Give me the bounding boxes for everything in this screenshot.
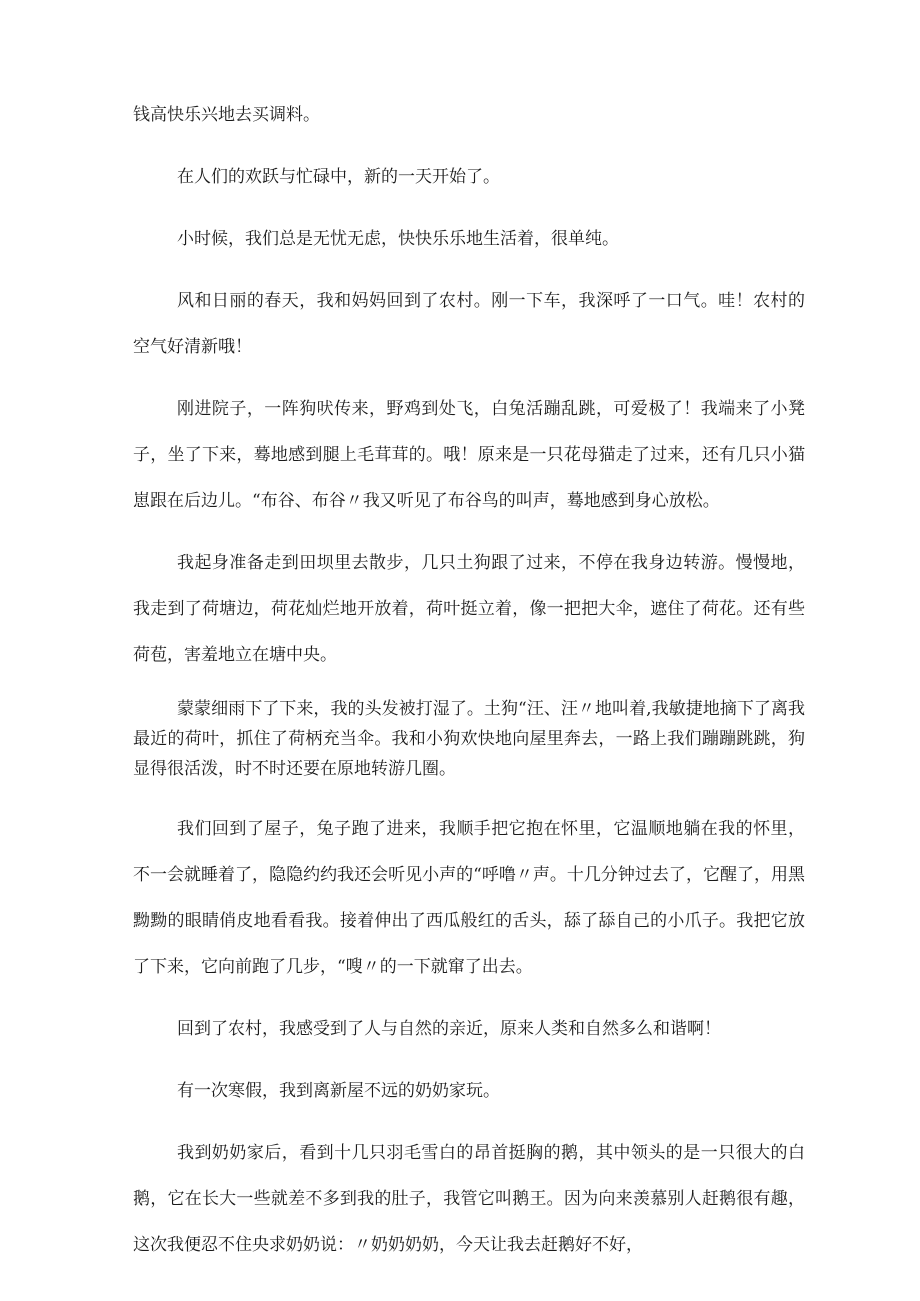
document-page xyxy=(133,92,805,1284)
paragraph-10: 有一次寒假，我到离新屋不远的奶奶家玩。 xyxy=(177,1081,500,1101)
paragraph-9: 回到了农村，我感受到了人与自然的亲近，原来人类和自然多么和谐啊！ xyxy=(177,1019,721,1039)
paragraph-7: 蒙蒙细雨下了下来，我的头发被打湿了。土狗“汪、汪〃地叫着,我敏捷地摘下了离我最近的荷叶，抓住了荷柄充当伞。我和小狗欢快地向屋里奔去，一路上我们蹦蹦跳跳，狗显得很活泼，时不时还要在原地转游几圈。 xyxy=(133,699,805,779)
paragraph-2: 在人们的欢跃与忙碌中，新的一天开始了。 xyxy=(177,167,500,187)
paragraph-8: 我们回到了屋子，兔子跑了进来，我顺手把它抱在怀里，它温顺地躺在我的怀里，不一会就睡着了，隐隐约约我还会听见小声的“呼噜〃声。十几分钟过去了，它醒了，用黑黝黝的眼睛俏皮地看看我。接着伸出了西瓜般红的舌头，舔了舔自己的小爪子。我把它放了下来，它向前跑了几步，“嗖〃的一下就窜了出去。 xyxy=(133,819,805,977)
paragraph-11: 我到奶奶家后，看到十几只羽毛雪白的昂首挺胸的鹅，其中领头的是一只很大的白鹅，它在长大一些就差不多到我的肚子，我管它叫鹅王。因为向来羡慕别人赶鹅很有趣，这次我便忍不住央求奶奶说：〃奶奶奶奶，今天让我去赶鹅好不好， xyxy=(133,1143,805,1255)
paragraph-4: 风和日丽的春天，我和妈妈回到了农村。刚一下车，我深呼了一口气。哇！农村的空气好清新哦！ xyxy=(133,291,805,357)
paragraph-1: 钱高快乐兴地去买调料。 xyxy=(133,105,320,125)
paragraph-3: 小时候，我们总是无忧无虑，快快乐乐地生活着，很单纯。 xyxy=(177,229,619,249)
paragraph-6: 我起身准备走到田坝里去散步，几只土狗跟了过来，不停在我身边转游。慢慢地，我走到了荷塘边，荷花灿烂地开放着，荷叶挺立着，像一把把大伞，遮住了荷花。还有些荷苞，害羞地立在塘中央。 xyxy=(133,553,805,665)
paragraph-5: 刚进院子，一阵狗吠传来，野鸡到处飞，白兔活蹦乱跳，可爱极了！我端来了小凳子，坐了下来，蓦地感到腿上毛茸茸的。哦！原来是一只花母猫走了过来，还有几只小猫崽跟在后边儿。“布谷、布谷〃我又听见了布谷鸟的叫声，蓦地感到身心放松。 xyxy=(133,399,805,511)
